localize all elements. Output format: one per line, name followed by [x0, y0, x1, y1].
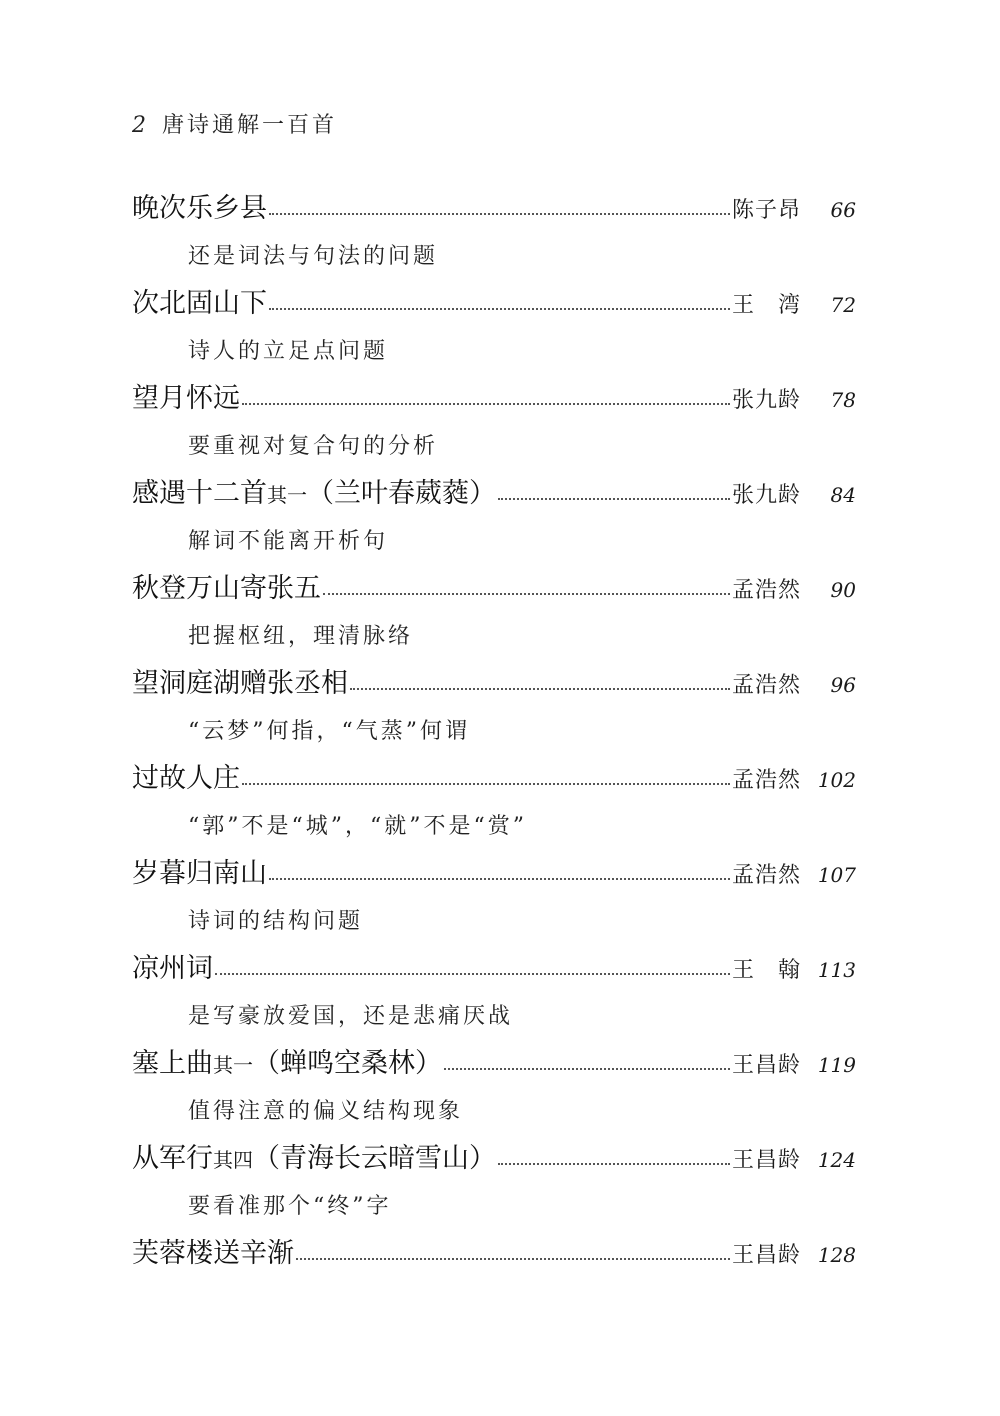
poem-title — [132, 1231, 294, 1270]
dot-leader — [444, 1067, 730, 1070]
poem-author: 孟浩然 — [732, 863, 802, 888]
poem-title — [132, 851, 267, 890]
poem-author: 王 翰 — [732, 958, 802, 983]
poem-author: 王昌龄 — [732, 1053, 802, 1078]
chapter-subtitle: 诗词的结构问题 — [188, 909, 364, 934]
poem-title-text: 望月怀远 — [132, 383, 240, 414]
chapter-subtitle: 诗人的立足点问题 — [188, 339, 389, 364]
chapter-subtitle: 是写豪放爱国，还是悲痛厌战 — [188, 1004, 514, 1029]
poem-title — [132, 1041, 442, 1080]
toc-entry[interactable] — [132, 281, 856, 376]
toc-entry-line — [132, 566, 856, 612]
page-number: 2 — [132, 113, 146, 138]
toc-entry-line — [132, 1041, 856, 1087]
poem-title-text: 岁暮归南山 — [132, 858, 267, 889]
poem-sequence-note: 其一 — [267, 483, 307, 507]
toc-entry[interactable] — [132, 376, 856, 471]
poem-title — [132, 756, 240, 795]
page-ref: 66 — [830, 198, 856, 222]
page-ref: 119 — [817, 1053, 856, 1077]
poem-author: 张九龄 — [732, 483, 802, 508]
poem-author: 孟浩然 — [732, 768, 802, 793]
poem-first-line-note: （青海长云暗雪山） — [253, 1143, 496, 1174]
chapter-subtitle: 值得注意的偏义结构现象 — [188, 1099, 464, 1124]
toc-entry-line — [132, 946, 856, 992]
poem-first-line-note: （兰叶春葳蕤） — [307, 478, 496, 509]
page-ref: 96 — [830, 673, 856, 697]
chapter-subtitle: 解词不能离开析句 — [188, 529, 389, 554]
dot-leader — [242, 402, 730, 405]
toc-entry[interactable] — [132, 946, 856, 1041]
poem-first-line-note: （蝉鸣空桑林） — [253, 1048, 442, 1079]
chapter-subtitle: 要重视对复合句的分析 — [188, 434, 439, 459]
page-ref: 78 — [830, 388, 856, 412]
poem-title-text: 凉州词 — [132, 953, 213, 984]
dot-leader — [498, 1162, 730, 1165]
poem-author: 张九龄 — [732, 388, 802, 413]
chapter-subtitle: “郭”不是“城”，“就”不是“赏” — [188, 814, 527, 839]
chapter-subtitle: 把握枢纽，理清脉络 — [188, 624, 414, 649]
toc-entry[interactable] — [132, 566, 856, 661]
dot-leader — [269, 307, 730, 310]
poem-sequence-note: 其一 — [213, 1053, 253, 1077]
poem-title-text: 秋登万山寄张五 — [132, 573, 321, 604]
page-ref: 113 — [817, 958, 856, 982]
poem-title — [132, 566, 321, 605]
poem-sequence-note: 其四 — [213, 1148, 253, 1172]
toc-entry[interactable] — [132, 1136, 856, 1231]
toc-entry-line — [132, 281, 856, 327]
toc-entry-line — [132, 756, 856, 802]
toc-entry[interactable] — [132, 1041, 856, 1136]
table-of-contents — [132, 186, 856, 1326]
dot-leader — [350, 687, 730, 690]
poem-author: 王 湾 — [732, 293, 802, 318]
page-ref: 72 — [830, 293, 856, 317]
chapter-subtitle: 还是词法与句法的问题 — [188, 244, 439, 269]
page-ref: 107 — [817, 863, 856, 887]
poem-author: 孟浩然 — [732, 578, 802, 603]
toc-entry[interactable] — [132, 756, 856, 851]
toc-entry[interactable] — [132, 186, 856, 281]
toc-entry-line — [132, 471, 856, 517]
book-title: 唐诗通解一百首 — [162, 113, 338, 138]
dot-leader — [242, 782, 730, 785]
toc-entry-line — [132, 661, 856, 707]
dot-leader — [215, 972, 730, 975]
page-ref: 124 — [817, 1148, 856, 1172]
poem-author: 王昌龄 — [732, 1243, 802, 1268]
running-head — [132, 108, 337, 139]
chapter-subtitle: “云梦”何指，“气蒸”何谓 — [188, 719, 470, 744]
poem-title — [132, 186, 267, 225]
dot-leader — [269, 212, 730, 215]
dot-leader — [498, 497, 730, 500]
poem-author: 孟浩然 — [732, 673, 802, 698]
dot-leader — [269, 877, 730, 880]
poem-title — [132, 946, 213, 985]
poem-author: 王昌龄 — [732, 1148, 802, 1173]
chapter-subtitle: 要看准那个“终”字 — [188, 1194, 392, 1219]
page-ref: 102 — [817, 768, 856, 792]
toc-entry-line — [132, 851, 856, 897]
poem-title-text: 从军行 — [132, 1143, 213, 1174]
poem-author: 陈子昂 — [732, 198, 802, 223]
poem-title-text: 次北固山下 — [132, 288, 267, 319]
poem-title-text: 感遇十二首 — [132, 478, 267, 509]
toc-entry[interactable] — [132, 471, 856, 566]
poem-title-text: 塞上曲 — [132, 1048, 213, 1079]
poem-title — [132, 281, 267, 320]
poem-title — [132, 661, 348, 700]
toc-entry-line — [132, 1231, 856, 1277]
toc-entry-line — [132, 186, 856, 232]
poem-title-text: 芙蓉楼送辛渐 — [132, 1238, 294, 1269]
poem-title — [132, 376, 240, 415]
page-ref: 128 — [817, 1243, 856, 1267]
page-ref: 90 — [830, 578, 856, 602]
page-ref: 84 — [830, 483, 856, 507]
poem-title — [132, 471, 496, 510]
poem-title-text: 过故人庄 — [132, 763, 240, 794]
poem-title-text: 望洞庭湖赠张丞相 — [132, 668, 348, 699]
toc-entry[interactable] — [132, 1231, 856, 1326]
toc-entry[interactable] — [132, 661, 856, 756]
poem-title-text: 晚次乐乡县 — [132, 193, 267, 224]
toc-entry-line — [132, 1136, 856, 1182]
poem-title — [132, 1136, 496, 1175]
toc-entry[interactable] — [132, 851, 856, 946]
dot-leader — [296, 1257, 730, 1260]
toc-entry-line — [132, 376, 856, 422]
dot-leader — [323, 592, 730, 595]
